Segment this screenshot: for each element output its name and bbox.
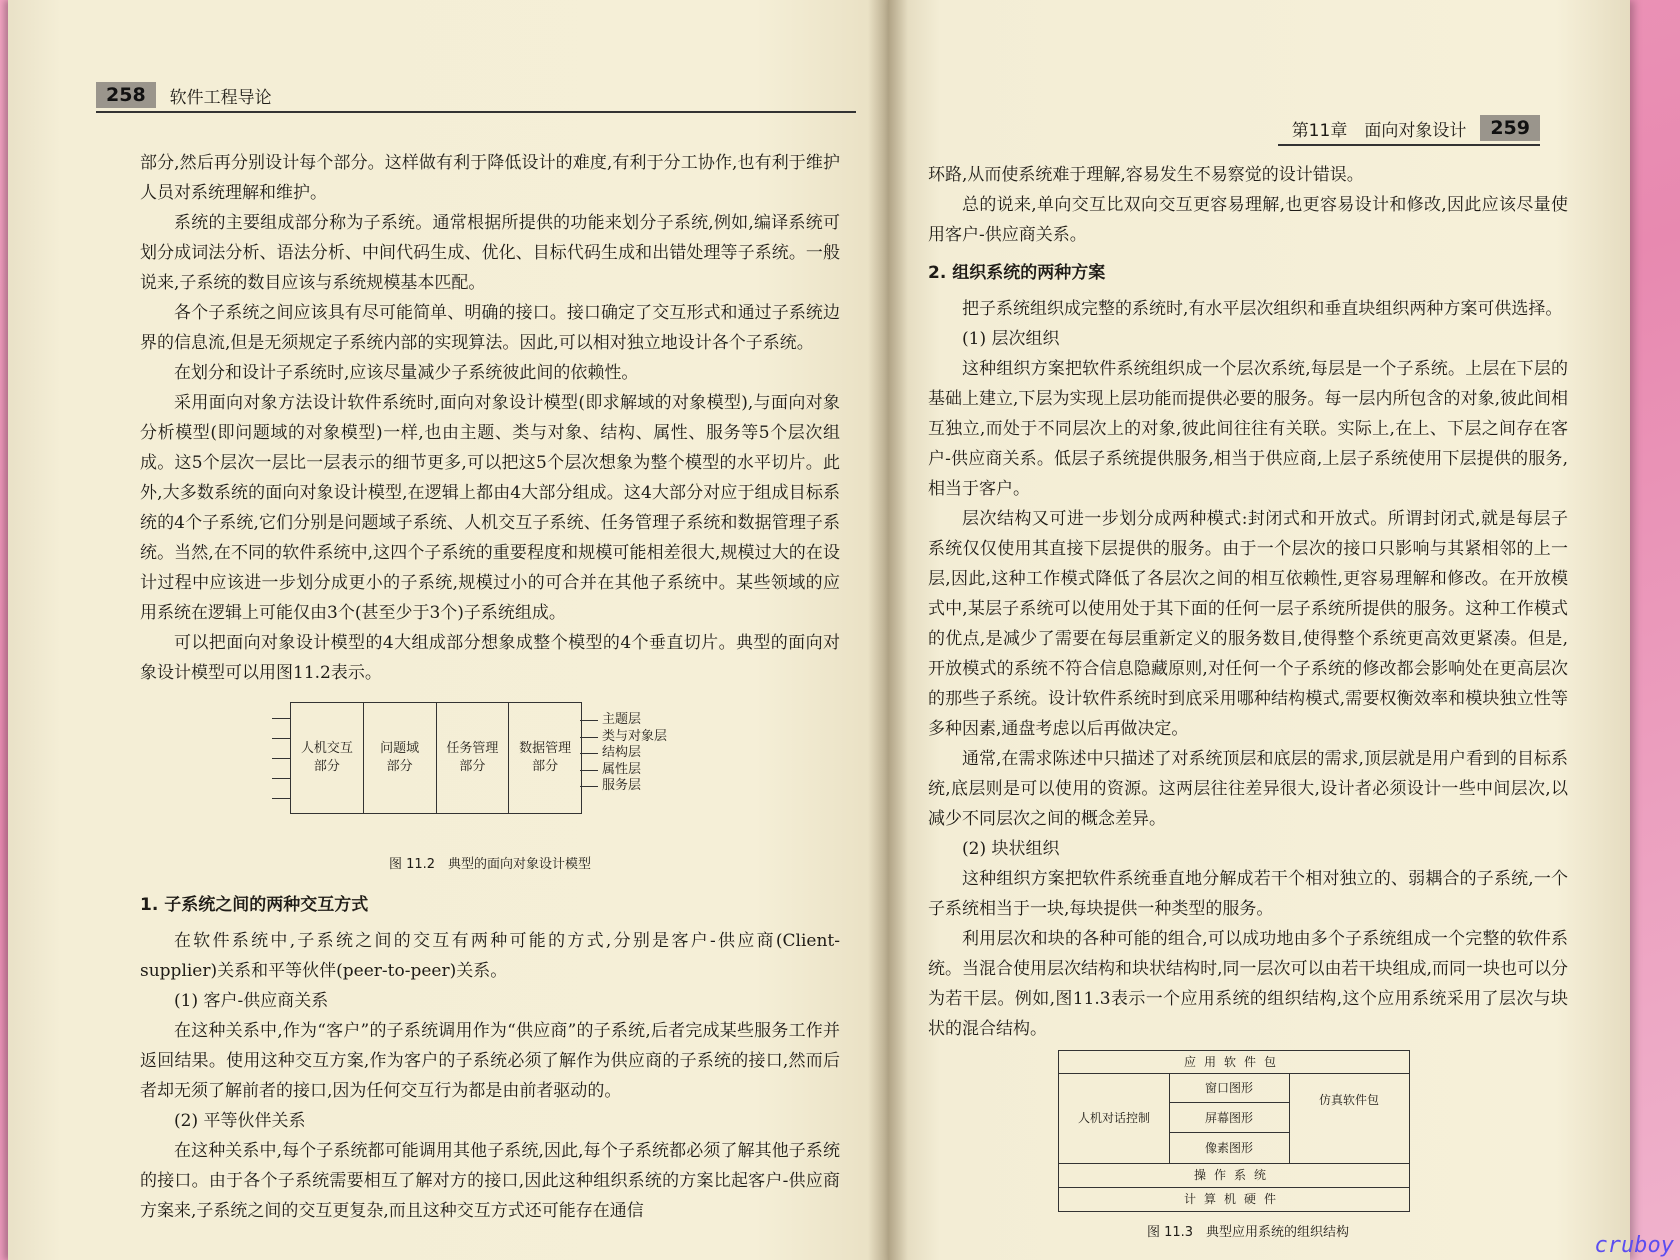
paragraph: 系统的主要组成部分称为子系统。通常根据所提供的功能来划分子系统,例如,编译系统可划分成词法分析、语法分析、中间代码生成、优化、目标代码生成和出错处理等子系统。一般说来,子系统的数目应该与系统规模基本匹配。 <box>140 213 840 293</box>
paragraph: 部分,然后再分别设计每个部分。这样做有利于降低设计的难度,有利于分工协作,也有利于维护人员对系统理解和维护。 <box>140 153 840 203</box>
left-paragraphs-bottom <box>140 926 840 1226</box>
fig3-caption: 图 11.3 典型应用系统的组织结构 <box>1146 1225 1350 1240</box>
fig2-layer-label: 属性层 <box>580 762 667 779</box>
right-section-title: 2. 组织系统的两种方案 <box>928 263 1106 283</box>
fig2-cell: 任务管理 部分 <box>437 703 510 813</box>
paragraph: 各个子系统之间应该具有尽可能简单、明确的接口。接口确定了交互形式和通过子系统边界的信息流,但是无须规定子系统内部的实现算法。因此,可以相对独立地设计各个子系统。 <box>140 303 840 353</box>
left-book-title: 软件工程导论 <box>169 87 272 108</box>
fig3-graphics-layer: 像素图形 <box>1204 1141 1253 1155</box>
paragraph: (2) 块状组织 <box>962 839 1060 859</box>
right-body <box>928 160 1568 1258</box>
paragraph: 在软件系统中,子系统之间的交互有两种可能的方式,分别是客户-供应商(Client-supplier)关系和平等伙伴(peer-to-peer)关系。 <box>140 931 840 981</box>
right-chapter-title: 第11章 面向对象设计 <box>1291 120 1467 141</box>
paragraph: 在划分和设计子系统时,应该尽量减少子系统彼此间的依赖性。 <box>174 363 639 383</box>
left-page <box>8 0 888 1260</box>
fig3-graphics-stack <box>1169 1073 1290 1163</box>
book-gutter <box>868 0 908 1260</box>
fig2-cell: 人机交互 部分 <box>291 703 364 813</box>
right-paragraphs-mid <box>928 294 1568 1044</box>
paragraph: 采用面向对象方法设计软件系统时,面向对象设计模型(即求解域的对象模型),与面向对象分析模型(即问题域的对象模型)一样,也由主题、类与对象、结构、属性、服务等5个层次组成。这5个层次一层比一层表示的细节更多,可以把这5个层次想象为整个模型的水平切片。此外,大多数系统的面向对象设计模型,在逻辑上都由4大部分组成。这4大部分对应于组成目标系统的4个子系统,它们分别是问题域子系统、人机交互子系统、任务管理子系统和数据管理子系统。当然,在不同的软件系统中,这四个子系统的重要程度和规模可能相差很大,规模过大的在设计过程中应该进一步划分成更小的子系统,规模过小的可合并在其他子系统中。某些领域的应用系统在逻辑上可能仅由3个(甚至少于3个)子系统组成。 <box>140 393 840 623</box>
paragraph: 这种组织方案把软件系统组织成一个层次系统,每层是一个子系统。上层在下层的基础上建立,下层为实现上层功能而提供必要的服务。每一层内所包含的对象,彼此间相互独立,而处于不同层次上的对象,彼此间往往有关联。实际上,在上、下层之间存在客户-供应商关系。低层子系统提供服务,相当于供应商,上层子系统使用下层提供的服务,相当于客户。 <box>928 359 1568 499</box>
fig2-layer-label: 主题层 <box>580 712 667 729</box>
paragraph: 利用层次和块的各种可能的组合,可以成功地由多个子系统组成一个完整的软件系统。当混合使用层次结构和块状结构时,同一层次可以由若干块组成,而同一块也可以分为若干层。例如,图11.3表示一个应用系统的组织结构,这个应用系统采用了层次与块状的混合结构。 <box>928 929 1568 1039</box>
fig2-caption: 图 11.2 典型的面向对象设计模型 <box>388 857 592 872</box>
left-paragraphs-top <box>140 148 840 688</box>
fig2-layer-label: 结构层 <box>580 745 667 762</box>
paragraph: 层次结构又可进一步划分成两种模式:封闭式和开放式。所谓封闭式,就是每层子系统仅仅使用其直接下层提供的服务。由于一个层次的接口只影响与其紧相邻的上一层,因此,这种工作模式降低了各层次之间的相互依赖性,更容易理解和修改。在开放模式中,某层子系统可以使用处于其下面的任何一层子系统所提供的服务。这种工作模式的优点,是减少了需要在每层重新定义的服务数目,使得整个系统更高效更紧凑。但是,开放模式的系统不符合信息隐藏原则,对任何一个子系统的修改都会影响处在更高层次的那些子系统。设计软件系统时到底采用哪种结构模式,需要权衡效率和模块独立性等多种因素,通盘考虑以后再做决定。 <box>928 509 1568 739</box>
fig3-graphics-layer: 屏幕图形 <box>1169 1103 1289 1133</box>
figure-11-3 <box>1058 1050 1410 1212</box>
fig3-sim-package: 仿真软件包 <box>1318 1093 1379 1107</box>
fig2-layer-label: 服务层 <box>580 778 667 795</box>
fig3-os: 操作系统 <box>1059 1163 1409 1188</box>
left-section-title: 1. 子系统之间的两种交互方式 <box>140 895 369 915</box>
left-page-number: 258 <box>96 82 156 108</box>
paragraph: (2) 平等伙伴关系 <box>174 1111 306 1131</box>
fig3-dialog-control: 人机对话控制 <box>1059 1073 1170 1163</box>
right-page <box>888 0 1630 1260</box>
fig3-hardware: 计算机硬件 <box>1183 1192 1284 1206</box>
right-paragraphs-top <box>928 160 1568 250</box>
fig2-cell: 数据管理 部分 <box>519 741 572 774</box>
paragraph: 把子系统组织成完整的系统时,有水平层次组织和垂直块组织两种方案可供选择。 <box>962 299 1563 319</box>
paragraph: 环路,从而使系统难于理解,容易发生不易察觉的设计错误。 <box>928 165 1364 185</box>
paragraph: 通常,在需求陈述中只描述了对系统顶层和底层的需求,顶层就是用户看到的目标系统,底层则是可以使用的资源。这两层往往差异很大,设计者必须设计一些中间层次,以减少不同层次之间的概念差异。 <box>928 749 1568 829</box>
paragraph: 总的说来,单向交互比双向交互更容易理解,也更容易设计和修改,因此应该尽量使用客户-供应商关系。 <box>928 195 1568 245</box>
fig2-box <box>290 702 582 814</box>
right-header <box>1278 115 1540 146</box>
paragraph: 在这种关系中,每个子系统都可能调用其他子系统,因此,每个子系统都必须了解其他子系统的接口。由于各个子系统需要相互了解对方的接口,因此这种组织系统的方案比起客户-供应商方案来,子系统之间的交互更复杂,而且这种交互方式还可能存在通信 <box>140 1141 840 1221</box>
left-body <box>140 148 840 1226</box>
watermark: cruboy <box>1594 1233 1674 1258</box>
left-header <box>96 82 856 113</box>
fig3-graphics-layer: 窗口图形 <box>1169 1073 1289 1103</box>
fig2-layer-label: 类与对象层 <box>580 729 667 746</box>
paragraph: 在这种关系中,作为“客户”的子系统调用作为“供应商”的子系统,后者完成某些服务工作并返回结果。使用这种交互方案,作为客户的子系统必须了解作为供应商的子系统的接口,然而后者却无须了解前者的接口,因为任何交互行为都是由前者驱动的。 <box>140 1021 840 1101</box>
paragraph: 这种组织方案把软件系统垂直地分解成若干个相对独立的、弱耦合的子系统,一个子系统相当于一块,每块提供一种类型的服务。 <box>928 869 1568 919</box>
fig2-cell: 问题域 部分 <box>364 703 437 813</box>
paragraph: 可以把面向对象设计模型的4大组成部分想象成整个模型的4个垂直切片。典型的面向对象设计模型可以用图11.2表示。 <box>140 633 840 683</box>
right-page-number: 259 <box>1480 115 1540 141</box>
fig3-app-package: 应用软件包 <box>1059 1051 1409 1074</box>
paragraph: (1) 层次组织 <box>962 329 1060 349</box>
paragraph: (1) 客户-供应商关系 <box>174 991 329 1011</box>
figure-11-2 <box>140 694 840 844</box>
fig2-layers <box>580 712 667 795</box>
